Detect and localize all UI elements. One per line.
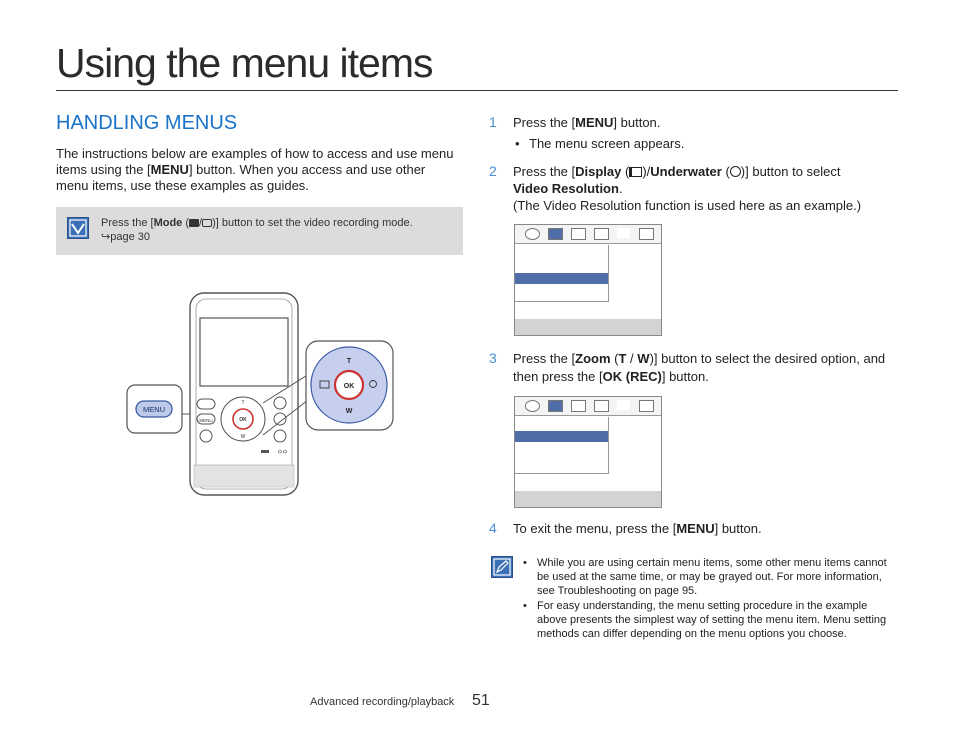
step-3-number: 3 [489,350,497,366]
step-4-number: 4 [489,520,497,536]
ok-button-label: OK [343,383,355,390]
underwater-icon [730,166,741,177]
screen-status-bar [515,319,661,335]
menu-key-label: MENU [150,162,189,177]
menu-screen-2 [514,396,662,508]
settings-tab-icon [525,400,540,412]
zoom-t-label: T [346,358,352,365]
selected-option [515,273,608,284]
small-mode-button [197,399,215,409]
page-title: Using the menu items [56,40,433,86]
stabilizer-tab-icon [639,400,654,412]
checkmark-note-icon [67,217,89,239]
photo-camera-icon [202,219,212,227]
camcorder-lcd-screen [200,318,288,386]
scene-tab-icon [594,228,609,240]
small-w-label: W [240,434,246,440]
tip-item: • While you are using certain menu items, some other menu items cannot be used at the same time, or may be grayed out. For more information, see Troubleshooting on page 95. [521,556,891,598]
step-2-text: Press the [Display ( )/Underwater ( )] button to select Video Resolution. (The Video Resolution function is used here as an example.) [513,164,862,213]
video-tab-icon [548,400,563,412]
resolution-tab-icon [571,228,586,240]
step-1-number: 1 [489,114,497,130]
step-2-number: 2 [489,163,497,179]
step-1-text: Press the [MENU] button. • The menu screen appears. [513,114,898,152]
page-reference-link[interactable]: page 30 [110,231,150,243]
tips-list [521,556,891,641]
face-tab-icon [617,228,630,238]
pencil-tip-icon [491,556,513,578]
camcorder-illustration [120,285,400,500]
scene-tab-icon [594,400,609,412]
small-t-label: T [241,400,245,406]
screen-status-bar [515,491,661,507]
menu-screen-1 [514,224,662,336]
resolution-tab-icon [571,400,586,412]
small-playback-button [200,430,212,442]
step-1-bullet: • The menu screen appears. [513,135,898,152]
step-4-text: To exit the menu, press the [MENU] button. [513,521,762,536]
settings-tab-icon [525,228,540,240]
display-icon [629,167,642,177]
stabilizer-tab-icon [639,228,654,240]
menu-options [515,245,609,302]
title-divider [56,90,898,91]
footer-section-label: Advanced recording/playback [310,696,455,708]
menu-tab-bar [515,225,661,244]
menu-button-label: MENU [142,405,166,414]
step-3-text: Press the [Zoom (T / W)] button to select the desired option, and then press the [OK (REC)] button. [513,351,886,384]
video-camera-icon [189,219,199,227]
small-ok-label: OK [239,417,247,423]
note-text: Press the [Mode ( / )] button to set the video recording mode. ↪page 30 [101,217,413,243]
face-tab-icon [617,400,630,410]
page-reference-arrow-icon: ↪ [101,231,111,243]
tip-item: • For easy understanding, the menu setting procedure in the example above presents the simplest way of setting the menu item. Menu setting methods can differ depending on the menu options you choose. [521,599,891,641]
intro-paragraph: The instructions below are examples of how to access and use menu items using the [MENU] button. When you access and use other menu items, use these examples as guides. [56,146,454,193]
menu-tab-bar [515,397,661,416]
small-menu-label: MENU [199,418,213,423]
video-tab-icon [548,228,563,240]
selected-option [515,431,608,442]
section-heading: HANDLING MENUS [56,112,238,134]
page-number: 51 [472,692,490,709]
menu-options [515,417,609,474]
zoom-w-label: W [345,408,353,415]
